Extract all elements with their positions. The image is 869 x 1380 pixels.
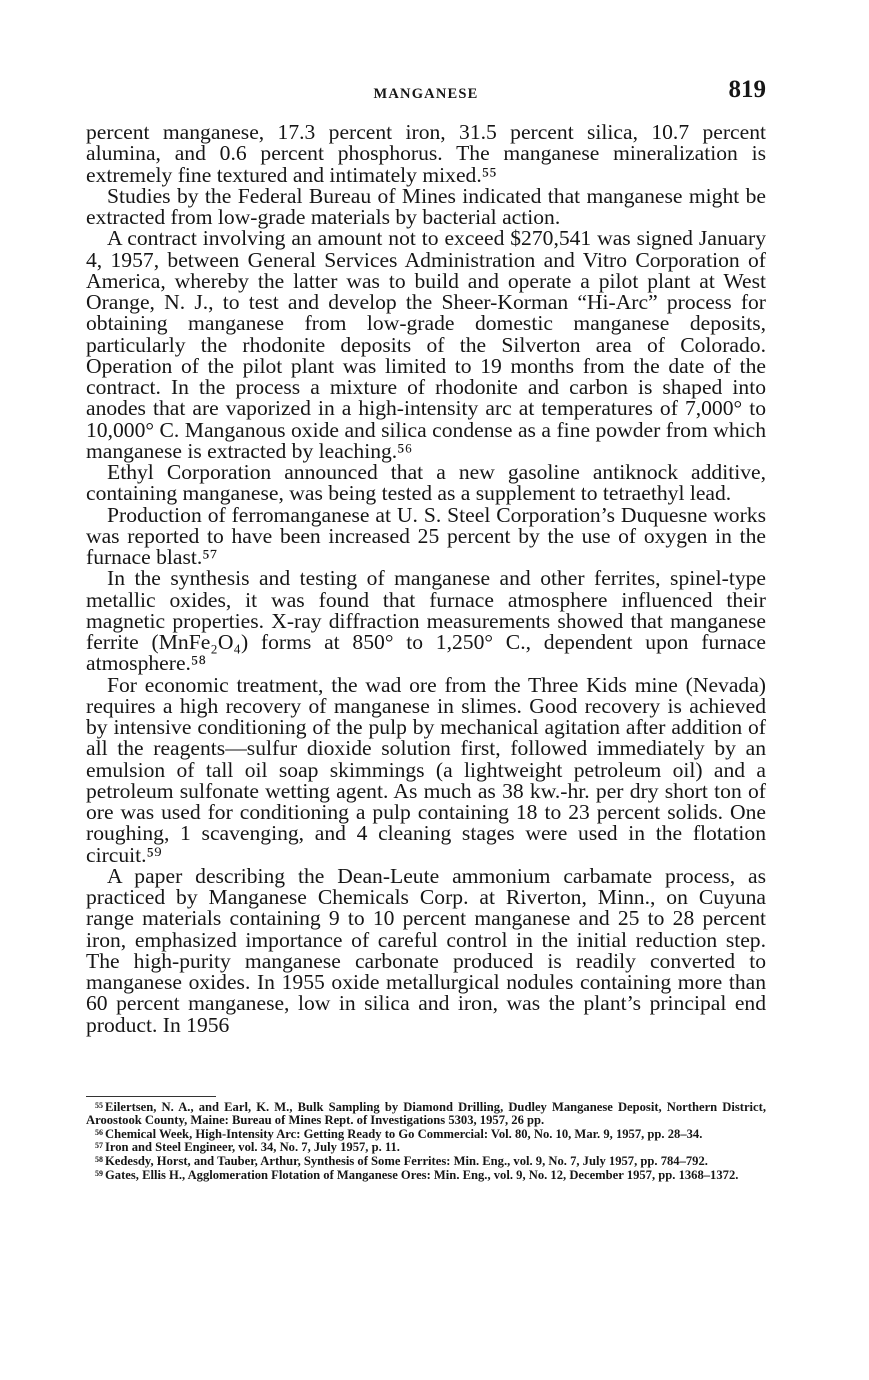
footnote-text: Kedesdy, Horst, and Tauber, Arthur, Synthesis of Some Ferrites: Min. Eng., vol. 9, No. 7, July 1957, pp. 784–792.: [105, 1154, 708, 1169]
paragraph-bacterial-action: Studies by the Federal Bureau of Mines indicated that manganese might be extracted from low-grade materials by bacterial action.: [86, 183, 766, 229]
footnote-59: [86, 1168, 766, 1182]
paragraph-continued: percent manganese, 17.3 percent iron, 31.5 percent silica, 10.7 percent alumina, and 0.6 percent phosphorus. The manganese mineralization is extremely fine textured and intimately mixed.⁵⁵: [86, 120, 766, 187]
paragraph-ferrites: In the synthesis and testing of manganese and other ferrites, spinel-type metallic oxides, it was found that furnace atmosphere influenced their magnetic properties. X-ray diffraction measurements showed that manganese ferrite (MnFe₂O₄) forms at 850° to 1,250° C., dependent upon furnace atmosphere.⁵⁸: [86, 566, 766, 676]
footnote-text: Iron and Steel Engineer, vol. 34, No. 7, July 1957, p. 11.: [105, 1140, 400, 1155]
page-number: 819: [728, 76, 766, 103]
page-header: [86, 76, 766, 108]
footnotes: [86, 1100, 766, 1182]
footnote-55: [86, 1100, 766, 1127]
footnote-57: [86, 1140, 766, 1154]
paragraph-three-kids-mine: For economic treatment, the wad ore from the Three Kids mine (Nevada) requires a high recovery of manganese in slimes. Good recovery is achieved by intensive conditioning of the pulp by mechanical agitation after addition of all the reagents—sulfur dioxide solution first, followed immediately by an emulsion of tall oil soap skimmings (a lightweight petroleum oil) and a petroleum sulfonate wetting agent. As much as 38 kw.-hr. per dry short ton of ore was used for conditioning a pulp containing 18 to 23 percent solids. One roughing, 1 scavenging, and 4 cleaning stages were used in the flotation circuit.⁵⁹: [86, 672, 766, 867]
paragraph-ethyl-antiknock: Ethyl Corporation announced that a new gasoline antiknock additive, containing manganese, was being tested as a supplement to tetraethyl lead.: [86, 460, 766, 506]
footnote-mark: 55: [95, 1101, 103, 1110]
running-title: MANGANESE: [373, 86, 479, 102]
footnote-mark: 56: [95, 1127, 103, 1137]
footnote-58: [86, 1154, 766, 1168]
footnote-mark: 59: [95, 1168, 103, 1178]
footnote-text: Chemical Week, High-Intensity Arc: Getting Ready to Go Commercial: Vol. 80, No. 10, Mar. 9, 1957, pp. 28–34.: [105, 1126, 703, 1141]
paragraph-ferromanganese-duquesne: Production of ferromanganese at U. S. Steel Corporation’s Duquesne works was reported to have been increased 25 percent by the use of oxygen in the furnace blast.⁵⁷: [86, 502, 766, 569]
footnote-mark: 58: [95, 1155, 103, 1165]
footnote-56: [86, 1127, 766, 1141]
footnote-text: Gates, Ellis H., Agglomeration Flotation of Manganese Ores: Min. Eng., vol. 9, No. 12, December 1957, pp. 1368–1372.: [105, 1167, 739, 1182]
paragraph-hi-arc-contract: A contract involving an amount not to exceed $270,541 was signed January 4, 1957, between General Services Administration and Vitro Corporation of America, whereby the latter was to build and operate a pilot plant at West Orange, N. J., to test and develop the Sheer-Korman “Hi-Arc” process for obtaining manganese from low-grade domestic manganese deposits, particularly the rhodonite deposits of the Silverton area of Colorado. Operation of the pilot plant was limited to 19 months from the date of the contract. In the process a mixture of rhodonite and carbon is shaped into anodes that are vaporized in a high-intensity arc at temperatures of 7,000° to 10,000° C. Manganous oxide and silica condense as a fine powder from which manganese is extracted by leaching.⁵⁶: [86, 226, 766, 463]
footnote-divider: [86, 1096, 216, 1097]
footnote-text: Eilertsen, N. A., and Earl, K. M., Bulk Sampling by Diamond Drilling, Dudley Manganese Deposit, Northern District, Aroostook County, Maine: Bureau of Mines Rept. of Investigations 5303, 1957, 26 pp.: [86, 1100, 766, 1127]
footnote-mark: 57: [95, 1141, 103, 1151]
body-text: [86, 122, 766, 1036]
paragraph-dean-leute-process: A paper describing the Dean-Leute ammonium carbamate process, as practiced by Manganese Chemicals Corp. at Riverton, Minn., on Cuyuna range materials containing 9 to 10 percent manganese and 25 to 28 percent iron, emphasized importance of careful control in the initial reduction step. The high-purity manganese carbonate produced is readily converted to manganese oxides. In 1955 oxide metallurgical nodules containing more than 60 percent manganese, low in silica and iron, was the plant’s principal end product. In 1956: [86, 863, 766, 1037]
